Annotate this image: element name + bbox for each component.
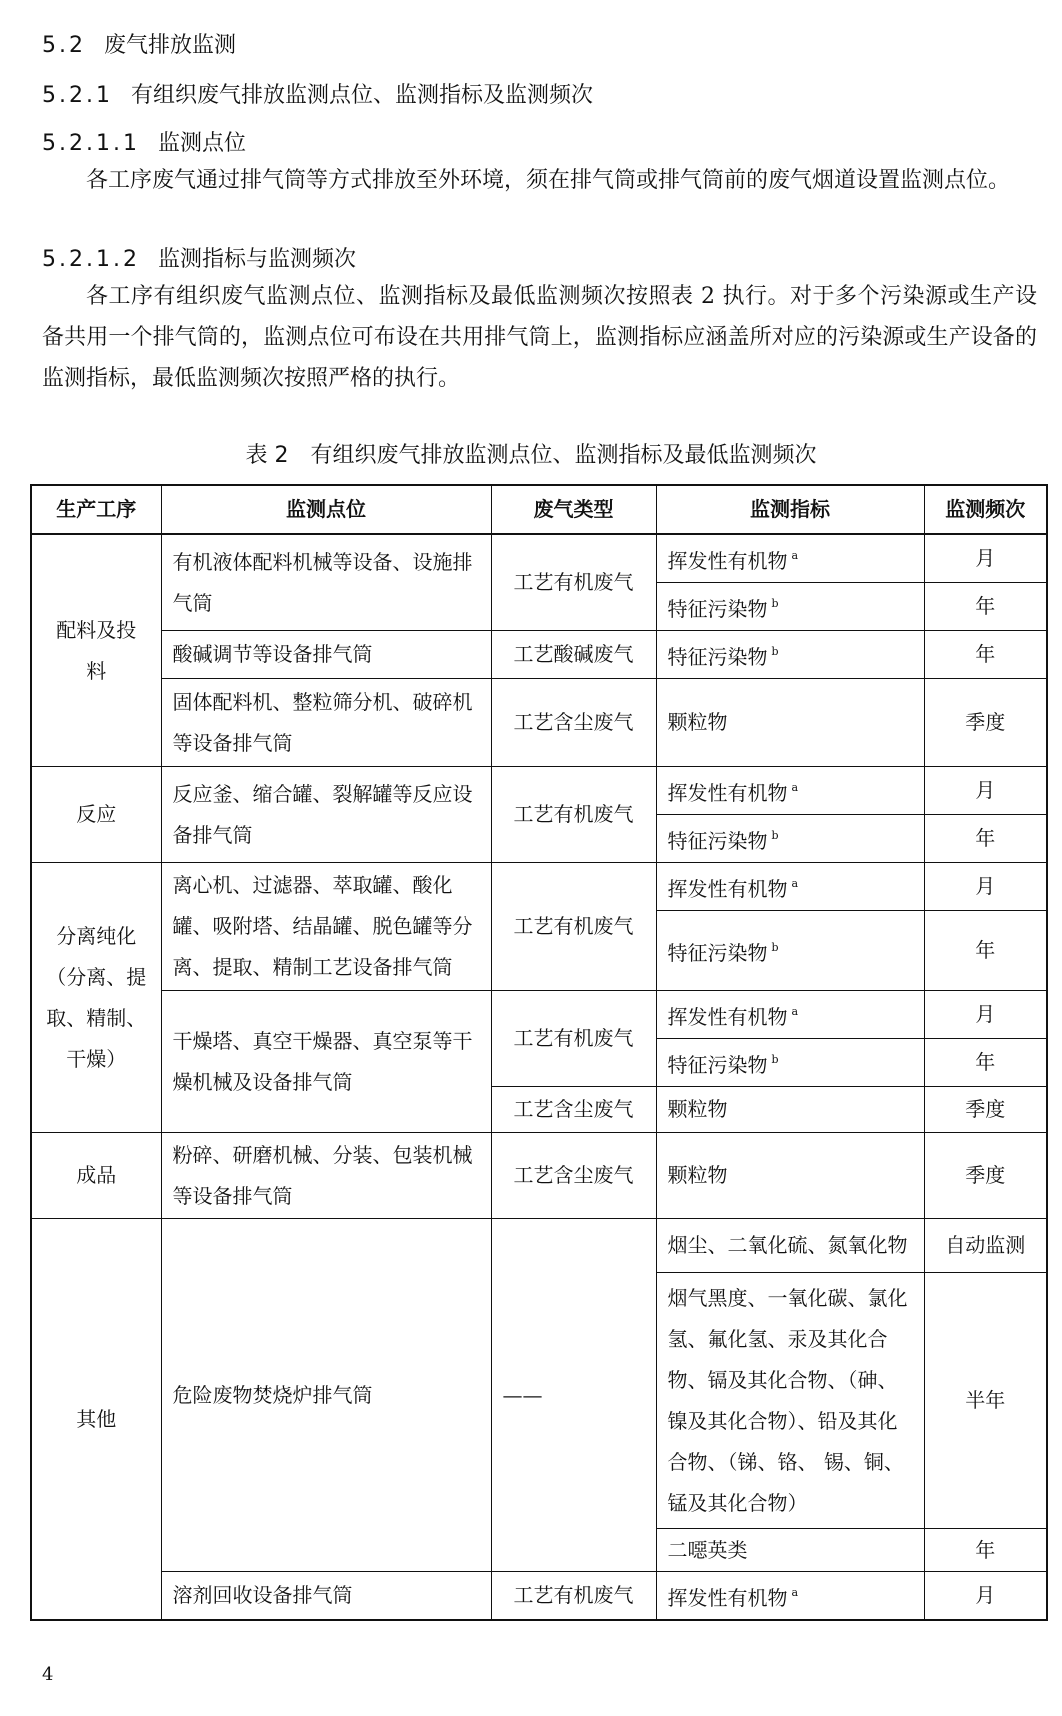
indicator-cell: 二噁英类 [656,1529,924,1572]
monitoring-table [30,484,1048,1621]
header-indicator: 监测指标 [656,485,924,534]
table-caption [0,438,1062,469]
point-cell: 酸碱调节等设备排气筒 [161,631,491,679]
indicator-cell [656,863,924,911]
indicator-cell [656,583,924,631]
frequency-cell: 半年 [924,1273,1047,1529]
frequency-cell: 年 [924,1039,1047,1087]
gas-type-cell: —— [491,1219,656,1572]
table-caption-text: 有组织废气排放监测点位、监测指标及最低监测频次 [310,443,817,468]
process-cell: 其他 [31,1219,161,1621]
indicator-cell [656,1572,924,1621]
table-row [31,1572,1047,1621]
heading-number: 5.2.1 [42,83,113,108]
gas-type-cell: 工艺有机废气 [491,991,656,1087]
footnote-mark: b [771,941,779,954]
indicator-cell [656,631,924,679]
frequency-cell: 年 [924,631,1047,679]
footnote-mark: a [791,877,799,890]
footnote-mark: a [791,549,799,562]
indicator-cell [656,1039,924,1087]
footnote-mark: a [791,781,799,794]
frequency-cell: 月 [924,1572,1047,1621]
header-point: 监测点位 [161,485,491,534]
indicator-text: 挥发性有机物 [667,1586,788,1610]
indicator-cell [656,534,924,583]
table-row [31,863,1047,911]
gas-type-cell: 工艺酸碱废气 [491,631,656,679]
indicator-text: 特征污染物 [667,941,768,965]
frequency-cell: 年 [924,1529,1047,1572]
indicator-cell: 颗粒物 [656,1133,924,1219]
frequency-cell: 季度 [924,679,1047,767]
process-cell: 反应 [31,767,161,863]
heading-number: 5.2.1.2 [42,247,140,272]
paragraph-monitoring-indicators: 各工序有组织废气监测点位、监测指标及最低监测频次按照表 2 执行。对于多个污染源或生产设备共用一个排气筒的，监测点位可布设在共用排气筒上，监测指标应涵盖所对应的污染源或生产设备的监测指标，最低监测频次按照严格的执行。 [42,284,1037,391]
indicator-text: 特征污染物 [667,1053,768,1077]
gas-type-cell: 工艺含尘废气 [491,1087,656,1133]
indicator-text: 挥发性有机物 [667,1005,788,1029]
table-header-row [31,485,1047,534]
footnote-mark: b [771,597,779,610]
frequency-cell: 季度 [924,1133,1047,1219]
footnote-mark: b [771,1053,779,1066]
table-row [31,631,1047,679]
indicator-cell [656,911,924,991]
indicator-cell [656,767,924,815]
point-cell: 反应釜、缩合罐、裂解罐等反应设备排气筒 [161,767,491,863]
heading-5-2-1-1 [42,126,246,157]
point-cell: 离心机、过滤器、萃取罐、酸化罐、吸附塔、结晶罐、脱色罐等分离、提取、精制工艺设备排气筒 [161,863,491,991]
indicator-text: 特征污染物 [667,645,768,669]
indicator-text: 挥发性有机物 [667,877,788,901]
footnote-mark: b [771,829,779,842]
heading-5-2 [42,28,236,59]
heading-text: 废气排放监测 [104,33,237,58]
frequency-cell: 月 [924,991,1047,1039]
point-cell: 固体配料机、整粒筛分机、破碎机等设备排气筒 [161,679,491,767]
gas-type-cell: 工艺有机废气 [491,1572,656,1621]
table-row [31,1219,1047,1273]
heading-number: 5.2 [42,33,86,58]
header-process: 生产工序 [31,485,161,534]
page-number: 4 [42,1664,54,1685]
header-frequency: 监测频次 [924,485,1047,534]
frequency-cell: 月 [924,534,1047,583]
indicator-cell: 颗粒物 [656,1087,924,1133]
footnote-mark: a [791,1005,799,1018]
point-cell: 粉碎、研磨机械、分装、包装机械等设备排气筒 [161,1133,491,1219]
point-cell: 有机液体配料机械等设备、设施排气筒 [161,534,491,631]
frequency-cell: 自动监测 [924,1219,1047,1273]
frequency-cell: 年 [924,911,1047,991]
gas-type-cell: 工艺有机废气 [491,767,656,863]
header-gas-type: 废气类型 [491,485,656,534]
frequency-cell: 季度 [924,1087,1047,1133]
indicator-text: 特征污染物 [667,597,768,621]
point-cell: 溶剂回收设备排气筒 [161,1572,491,1621]
indicator-cell: 烟尘、二氧化硫、氮氧化物 [656,1219,924,1273]
indicator-cell: 烟气黑度、一氧化碳、氯化氢、氟化氢、汞及其化合物、镉及其化合物、（砷、镍及其化合物）、铅及其化合物、（锑、铬、 锡、铜、锰及其化合物） [656,1273,924,1529]
table-row [31,679,1047,767]
paragraph-monitoring-points: 各工序废气通过排气筒等方式排放至外环境，须在排气筒或排气筒前的废气烟道设置监测点位。 [86,168,1011,193]
point-cell: 干燥塔、真空干燥器、真空泵等干燥机械及设备排气筒 [161,991,491,1133]
process-cell: 分离纯化（分离、提取、精制、干燥） [31,863,161,1133]
frequency-cell: 年 [924,583,1047,631]
table-row [31,991,1047,1039]
gas-type-cell: 工艺含尘废气 [491,679,656,767]
indicator-cell: 颗粒物 [656,679,924,767]
indicator-text: 特征污染物 [667,829,768,853]
heading-5-2-1-2 [42,242,356,273]
footnote-mark: b [771,645,779,658]
table-row [31,767,1047,815]
frequency-cell: 月 [924,863,1047,911]
heading-number: 5.2.1.1 [42,131,140,156]
point-cell: 危险废物焚烧炉排气筒 [161,1219,491,1572]
heading-text: 监测指标与监测频次 [157,247,356,272]
frequency-cell: 月 [924,767,1047,815]
indicator-cell [656,991,924,1039]
indicator-text: 挥发性有机物 [667,781,788,805]
process-cell: 成品 [31,1133,161,1219]
table-caption-label: 表 2 [245,443,289,468]
process-cell: 配料及投料 [31,534,161,767]
gas-type-cell: 工艺有机废气 [491,863,656,991]
table-row [31,1133,1047,1219]
indicator-text: 挥发性有机物 [667,549,788,573]
heading-5-2-1 [42,78,593,109]
footnote-mark: a [791,1586,799,1599]
frequency-cell: 年 [924,815,1047,863]
heading-text: 有组织废气排放监测点位、监测指标及监测频次 [130,83,593,108]
gas-type-cell: 工艺含尘废气 [491,1133,656,1219]
table-row [31,534,1047,583]
gas-type-cell: 工艺有机废气 [491,534,656,631]
heading-text: 监测点位 [157,131,246,156]
indicator-cell [656,815,924,863]
